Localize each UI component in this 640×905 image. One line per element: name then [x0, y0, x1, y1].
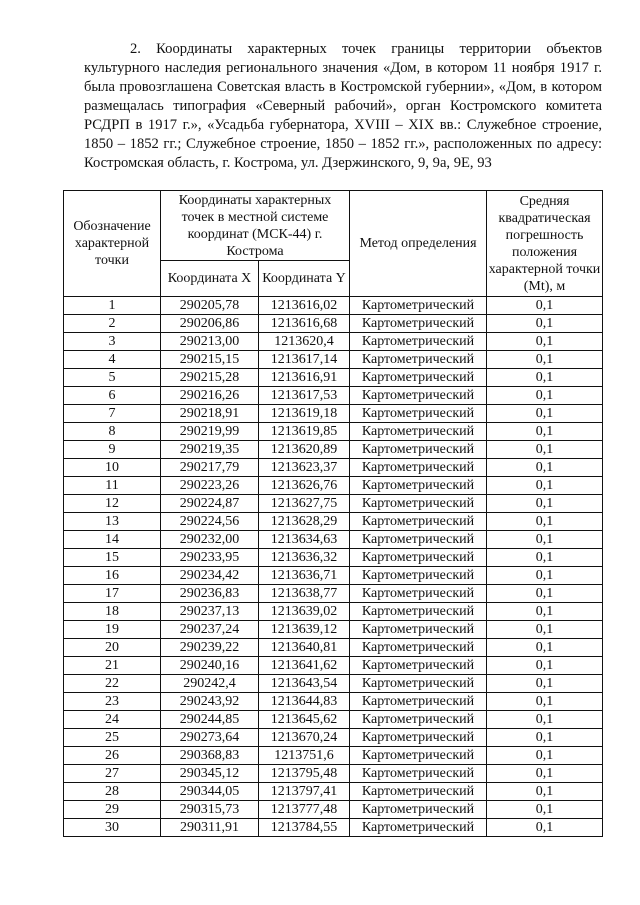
- cell-error: 0,1: [487, 531, 603, 549]
- cell-y: 1213620,4: [259, 333, 350, 351]
- cell-y: 1213670,24: [259, 729, 350, 747]
- cell-point: 19: [64, 621, 161, 639]
- cell-point: 1: [64, 297, 161, 315]
- cell-method: Картометрический: [350, 369, 487, 387]
- cell-point: 27: [64, 765, 161, 783]
- cell-point: 24: [64, 711, 161, 729]
- cell-point: 29: [64, 801, 161, 819]
- cell-error: 0,1: [487, 639, 603, 657]
- cell-x: 290218,91: [161, 405, 259, 423]
- cell-y: 1213636,32: [259, 549, 350, 567]
- header-y: Координата Y: [259, 261, 350, 297]
- cell-method: Картометрический: [350, 459, 487, 477]
- header-error: Средняя квадратическая погрешность положения характерной точки (Mt), м: [487, 191, 603, 297]
- cell-x: 290215,28: [161, 369, 259, 387]
- cell-method: Картометрический: [350, 621, 487, 639]
- cell-y: 1213639,02: [259, 603, 350, 621]
- cell-point: 30: [64, 819, 161, 837]
- cell-x: 290242,4: [161, 675, 259, 693]
- cell-method: Картометрический: [350, 351, 487, 369]
- cell-method: Картометрический: [350, 549, 487, 567]
- cell-method: Картометрический: [350, 693, 487, 711]
- cell-error: 0,1: [487, 585, 603, 603]
- cell-y: 1213640,81: [259, 639, 350, 657]
- coordinates-table: [63, 190, 603, 837]
- table-row: [64, 567, 603, 585]
- table-header: [64, 191, 603, 297]
- cell-x: 290232,00: [161, 531, 259, 549]
- table-row: [64, 297, 603, 315]
- cell-y: 1213634,63: [259, 531, 350, 549]
- cell-x: 290234,42: [161, 567, 259, 585]
- cell-point: 4: [64, 351, 161, 369]
- cell-y: 1213628,29: [259, 513, 350, 531]
- cell-method: Картометрический: [350, 513, 487, 531]
- table-row: [64, 315, 603, 333]
- cell-x: 290213,00: [161, 333, 259, 351]
- cell-error: 0,1: [487, 603, 603, 621]
- cell-y: 1213620,89: [259, 441, 350, 459]
- cell-error: 0,1: [487, 297, 603, 315]
- cell-point: 21: [64, 657, 161, 675]
- cell-error: 0,1: [487, 333, 603, 351]
- cell-method: Картометрический: [350, 801, 487, 819]
- table-row: [64, 387, 603, 405]
- table-row: [64, 621, 603, 639]
- cell-x: 290233,95: [161, 549, 259, 567]
- cell-method: Картометрический: [350, 819, 487, 837]
- header-method: Метод определения: [350, 191, 487, 297]
- cell-y: 1213626,76: [259, 477, 350, 495]
- cell-error: 0,1: [487, 495, 603, 513]
- cell-point: 17: [64, 585, 161, 603]
- cell-method: Картометрический: [350, 675, 487, 693]
- cell-x: 290344,05: [161, 783, 259, 801]
- header-point: Обозначение характерной точки: [64, 191, 161, 297]
- cell-y: 1213619,85: [259, 423, 350, 441]
- table-row: [64, 477, 603, 495]
- cell-method: Картометрический: [350, 297, 487, 315]
- cell-y: 1213616,91: [259, 369, 350, 387]
- cell-point: 18: [64, 603, 161, 621]
- cell-x: 290237,24: [161, 621, 259, 639]
- cell-point: 3: [64, 333, 161, 351]
- cell-y: 1213638,77: [259, 585, 350, 603]
- cell-x: 290368,83: [161, 747, 259, 765]
- cell-point: 23: [64, 693, 161, 711]
- cell-method: Картометрический: [350, 387, 487, 405]
- cell-point: 22: [64, 675, 161, 693]
- cell-method: Картометрический: [350, 531, 487, 549]
- cell-error: 0,1: [487, 711, 603, 729]
- cell-error: 0,1: [487, 513, 603, 531]
- cell-error: 0,1: [487, 801, 603, 819]
- cell-y: 1213784,55: [259, 819, 350, 837]
- cell-point: 9: [64, 441, 161, 459]
- cell-y: 1213617,53: [259, 387, 350, 405]
- cell-x: 290224,87: [161, 495, 259, 513]
- cell-x: 290205,78: [161, 297, 259, 315]
- cell-y: 1213644,83: [259, 693, 350, 711]
- cell-point: 11: [64, 477, 161, 495]
- cell-y: 1213616,02: [259, 297, 350, 315]
- cell-point: 6: [64, 387, 161, 405]
- cell-error: 0,1: [487, 693, 603, 711]
- table-row: [64, 585, 603, 603]
- cell-error: 0,1: [487, 657, 603, 675]
- cell-method: Картометрический: [350, 585, 487, 603]
- cell-y: 1213751,6: [259, 747, 350, 765]
- cell-method: Картометрический: [350, 477, 487, 495]
- cell-method: Картометрический: [350, 495, 487, 513]
- cell-error: 0,1: [487, 477, 603, 495]
- table-row: [64, 351, 603, 369]
- cell-method: Картометрический: [350, 567, 487, 585]
- cell-method: Картометрический: [350, 333, 487, 351]
- table-row: [64, 711, 603, 729]
- table-row: [64, 549, 603, 567]
- table-row: [64, 783, 603, 801]
- table-body: [64, 297, 603, 837]
- table-row: [64, 459, 603, 477]
- cell-x: 290223,26: [161, 477, 259, 495]
- cell-error: 0,1: [487, 765, 603, 783]
- table-row: [64, 369, 603, 387]
- table-row: [64, 747, 603, 765]
- intro-paragraph: [84, 40, 602, 173]
- cell-y: 1213639,12: [259, 621, 350, 639]
- cell-x: 290224,56: [161, 513, 259, 531]
- cell-point: 26: [64, 747, 161, 765]
- table-row: [64, 765, 603, 783]
- cell-error: 0,1: [487, 351, 603, 369]
- cell-x: 290240,16: [161, 657, 259, 675]
- cell-error: 0,1: [487, 747, 603, 765]
- cell-error: 0,1: [487, 459, 603, 477]
- cell-y: 1213643,54: [259, 675, 350, 693]
- table-row: [64, 441, 603, 459]
- cell-method: Картометрический: [350, 639, 487, 657]
- cell-method: Картометрический: [350, 423, 487, 441]
- cell-error: 0,1: [487, 675, 603, 693]
- cell-x: 290215,15: [161, 351, 259, 369]
- cell-error: 0,1: [487, 441, 603, 459]
- cell-error: 0,1: [487, 369, 603, 387]
- table-row: [64, 333, 603, 351]
- cell-point: 10: [64, 459, 161, 477]
- cell-error: 0,1: [487, 819, 603, 837]
- table-row: [64, 801, 603, 819]
- cell-x: 290217,79: [161, 459, 259, 477]
- cell-error: 0,1: [487, 387, 603, 405]
- cell-x: 290243,92: [161, 693, 259, 711]
- cell-point: 15: [64, 549, 161, 567]
- table-row: [64, 603, 603, 621]
- cell-error: 0,1: [487, 549, 603, 567]
- cell-method: Картометрический: [350, 657, 487, 675]
- cell-point: 28: [64, 783, 161, 801]
- cell-x: 290237,13: [161, 603, 259, 621]
- table-row: [64, 495, 603, 513]
- header-coords-group: Координаты характерных точек в местной системе координат (МСК-44) г. Кострома: [161, 191, 350, 261]
- cell-point: 20: [64, 639, 161, 657]
- cell-y: 1213641,62: [259, 657, 350, 675]
- table-row: [64, 531, 603, 549]
- cell-y: 1213617,14: [259, 351, 350, 369]
- header-x: Координата X: [161, 261, 259, 297]
- cell-x: 290239,22: [161, 639, 259, 657]
- cell-method: Картометрический: [350, 747, 487, 765]
- table-row: [64, 729, 603, 747]
- cell-method: Картометрический: [350, 603, 487, 621]
- cell-error: 0,1: [487, 315, 603, 333]
- table-row: [64, 423, 603, 441]
- cell-error: 0,1: [487, 621, 603, 639]
- cell-method: Картометрический: [350, 765, 487, 783]
- table-row: [64, 819, 603, 837]
- cell-method: Картометрический: [350, 405, 487, 423]
- table-row: [64, 639, 603, 657]
- cell-method: Картометрический: [350, 315, 487, 333]
- cell-point: 25: [64, 729, 161, 747]
- cell-error: 0,1: [487, 423, 603, 441]
- cell-y: 1213645,62: [259, 711, 350, 729]
- cell-error: 0,1: [487, 567, 603, 585]
- intro-text: 2. Координаты характерных точек границы территории объектов культурного наследия регионального значения «Дом, в котором 11 ноября 1917 г. была провозглашена Советская власть в Костромской губернии», «Дом, в котором размещалась типография «Северный рабочий», орган Костромского комитета РСДРП в 1917 г.», «Усадьба губернатора, XVIII – XIX вв.: Служебное строение, 1850 – 1852 гг.; Служебное строение, 1850 – 1852 гг.», расположенных по адресу: Костромская область, г. Кострома, ул. Дзержинского, 9, 9а, 9Е, 93: [84, 41, 602, 171]
- cell-x: 290219,99: [161, 423, 259, 441]
- cell-method: Картометрический: [350, 729, 487, 747]
- cell-y: 1213619,18: [259, 405, 350, 423]
- cell-y: 1213795,48: [259, 765, 350, 783]
- cell-point: 2: [64, 315, 161, 333]
- cell-point: 13: [64, 513, 161, 531]
- cell-error: 0,1: [487, 783, 603, 801]
- cell-x: 290219,35: [161, 441, 259, 459]
- cell-x: 290236,83: [161, 585, 259, 603]
- cell-method: Картометрический: [350, 711, 487, 729]
- cell-point: 5: [64, 369, 161, 387]
- cell-error: 0,1: [487, 729, 603, 747]
- cell-x: 290315,73: [161, 801, 259, 819]
- cell-error: 0,1: [487, 405, 603, 423]
- cell-y: 1213627,75: [259, 495, 350, 513]
- cell-point: 12: [64, 495, 161, 513]
- table-row: [64, 405, 603, 423]
- table-row: [64, 693, 603, 711]
- table-row: [64, 513, 603, 531]
- cell-y: 1213636,71: [259, 567, 350, 585]
- cell-point: 8: [64, 423, 161, 441]
- cell-y: 1213623,37: [259, 459, 350, 477]
- cell-y: 1213616,68: [259, 315, 350, 333]
- cell-x: 290206,86: [161, 315, 259, 333]
- cell-point: 7: [64, 405, 161, 423]
- cell-x: 290311,91: [161, 819, 259, 837]
- cell-method: Картометрический: [350, 441, 487, 459]
- cell-method: Картометрический: [350, 783, 487, 801]
- table-row: [64, 657, 603, 675]
- cell-y: 1213797,41: [259, 783, 350, 801]
- cell-x: 290273,64: [161, 729, 259, 747]
- cell-point: 14: [64, 531, 161, 549]
- table-row: [64, 675, 603, 693]
- cell-y: 1213777,48: [259, 801, 350, 819]
- cell-x: 290345,12: [161, 765, 259, 783]
- cell-x: 290244,85: [161, 711, 259, 729]
- cell-point: 16: [64, 567, 161, 585]
- cell-x: 290216,26: [161, 387, 259, 405]
